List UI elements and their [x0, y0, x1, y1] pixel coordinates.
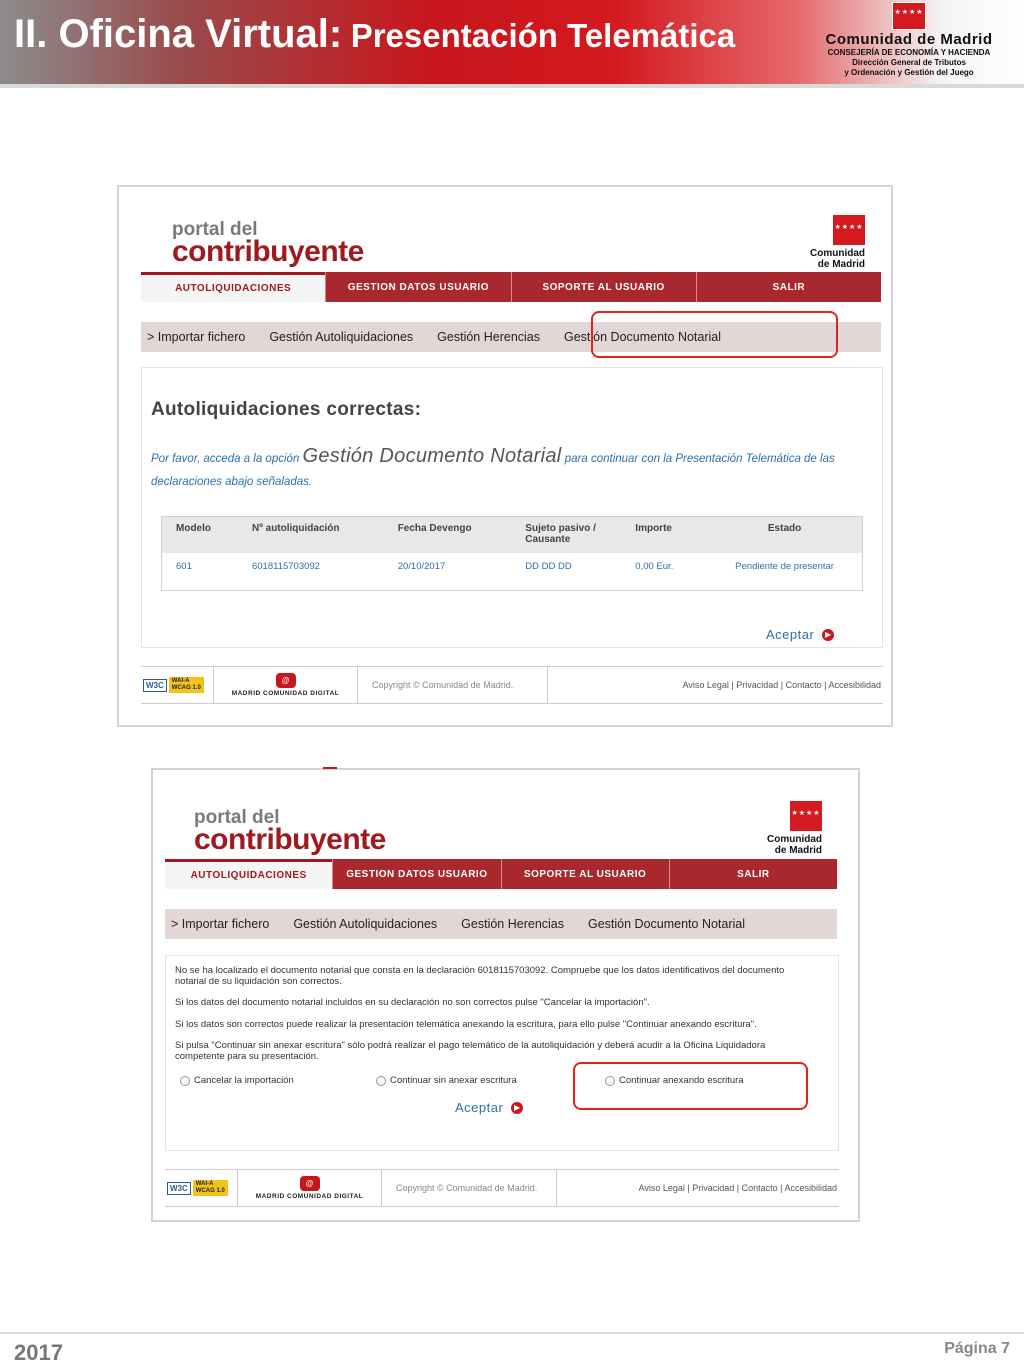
cm-small-line1: Comunidad [810, 248, 865, 259]
aceptar-button[interactable] [766, 627, 834, 642]
wai-line1: WAI-A [171, 678, 190, 684]
cell-fecha-devengo: 20/10/2017 [397, 560, 446, 572]
col-estado: Estado [701, 517, 862, 553]
cell-sujeto-pasivo: DD DD DD [525, 560, 572, 572]
cm-small-line2: de Madrid [817, 259, 865, 270]
madrid-comunidad-digital-logo[interactable] [213, 666, 358, 704]
wai-line2: WCAG 1.0 [195, 1188, 225, 1194]
tab-gestion-datos-usuario[interactable]: GESTION DATOS USUARIO [325, 272, 510, 302]
results-table [161, 516, 863, 591]
cm-small-logo [810, 215, 865, 270]
portal-logo-line2: contribuyente [172, 235, 364, 268]
copyright-text: Copyright © Comunidad de Madrid. [358, 666, 548, 704]
instr-before: Por favor, acceda a la opción [151, 453, 303, 465]
option-cancelar-importacion[interactable] [180, 1075, 294, 1086]
cm-small-logo [767, 801, 822, 856]
aceptar-button[interactable] [455, 1100, 523, 1115]
cell-modelo: 601 [176, 560, 192, 572]
subnav-gestion-documento-notarial[interactable]: Gestión Documento Notarial [588, 917, 746, 931]
w3c-icon: W3C [143, 679, 167, 692]
col-fecha-devengo: Fecha Devengo [384, 517, 512, 553]
portal-footer [165, 1169, 839, 1207]
portal-logo-line1: portal del [172, 219, 258, 240]
footer-links[interactable]: Aviso Legal | Privacidad | Contacto | Accesibilidad [638, 1183, 837, 1193]
mcd-text: MADRID COMUNIDAD DIGITAL [255, 1193, 364, 1200]
message-continue-no-attach: Si pulsa "Continuar sin anexar escritura" sólo podrá realizar el pago telemático de la autoliquidación y deberá acudir a la Oficina Liquidadora competente para su presentación. [175, 1040, 766, 1062]
tab-gestion-datos-usuario[interactable]: GESTION DATOS USUARIO [332, 859, 500, 889]
mcd-text: MADRID COMUNIDAD DIGITAL [231, 690, 340, 697]
tab-salir[interactable]: SALIR [696, 272, 881, 302]
cm-small-line1: Comunidad [767, 834, 822, 845]
org-line2: Dirección General de Tributos [852, 58, 966, 67]
cm-small-line2: de Madrid [774, 845, 822, 856]
arrow-right-icon: ▶ [822, 629, 834, 641]
tab-salir[interactable]: SALIR [669, 859, 837, 889]
option-label: Cancelar la importación [194, 1075, 294, 1086]
slide-header [0, 0, 1024, 88]
arrow-right-icon: ▶ [511, 1102, 523, 1114]
subnav-gestion-documento-notarial[interactable]: Gestión Documento Notarial [564, 330, 722, 344]
w3c-badge[interactable] [141, 677, 213, 693]
portal-logo-line2: contribuyente [194, 823, 386, 856]
radio-button[interactable] [180, 1076, 190, 1086]
org-line1: CONSEJERÍA DE ECONOMÍA Y HACIENDA [827, 48, 991, 57]
comunidad-madrid-logo [806, 2, 1012, 82]
portal-logo [194, 808, 386, 855]
cell-num-autoliquidacion: 6018115703092 [251, 560, 320, 572]
subnav-importar-fichero[interactable]: > Importar fichero [171, 917, 270, 931]
subnav-gestion-herencias[interactable]: Gestión Herencias [461, 917, 564, 931]
instr-option-name: Gestión Documento Notarial [302, 445, 562, 467]
portal-footer [141, 666, 883, 704]
main-nav [141, 272, 881, 302]
page-heading: Autoliquidaciones correctas: [151, 399, 422, 420]
madrid-flag-icon: ★★★★ [790, 801, 822, 831]
wai-line2: WCAG 1.0 [171, 685, 201, 691]
cell-estado: Pendiente de presentar [735, 560, 834, 572]
madrid-flag-icon: ★★★★ [833, 215, 865, 245]
mcd-icon: @ [276, 673, 296, 688]
col-importe: Importe [621, 517, 701, 553]
wai-badge [193, 1180, 228, 1196]
footer-divider [0, 1332, 1024, 1334]
highlight-box [591, 311, 838, 358]
table-row[interactable] [162, 553, 863, 591]
col-sujeto-pasivo: Sujeto pasivo / Causante [511, 517, 621, 553]
tab-autoliquidaciones[interactable]: AUTOLIQUIDACIONES [141, 272, 325, 302]
footer-links[interactable]: Aviso Legal | Privacidad | Contacto | Accesibilidad [682, 680, 881, 690]
slide-title [14, 12, 735, 57]
madrid-flag-icon: ★★★★ [892, 2, 926, 30]
instructions-text [151, 445, 851, 494]
slide-title-main: II. Oficina Virtual: [14, 12, 343, 56]
col-num-autoliquidacion: Nº autoliquidación [238, 517, 384, 553]
org-line3: y Ordenación y Gestión del Juego [844, 68, 974, 77]
message-cancel: Si los datos del documento notarial incluidos en su declaración no son correctos pulse "Cancelar la importación". [175, 997, 650, 1008]
cell-importe: 0,00 Eur. [635, 560, 674, 572]
table-header-row [162, 517, 863, 553]
option-label: Continuar anexando escritura [619, 1075, 744, 1086]
slide-year: 2017 [14, 1340, 63, 1365]
message-continue-attach: Si los datos son correctos puede realizar la presentación telemática anexando la escritura, para ello pulse "Continuar anexando escritura". [175, 1019, 757, 1030]
screenshot-panel-2 [151, 768, 860, 1222]
option-continuar-sin-anexar[interactable] [376, 1075, 517, 1086]
radio-button[interactable] [376, 1076, 386, 1086]
tab-soporte-usuario[interactable]: SOPORTE AL USUARIO [511, 272, 696, 302]
subnav-gestion-herencias[interactable]: Gestión Herencias [437, 330, 540, 344]
slide-page-number: Página 7 [944, 1340, 1010, 1357]
subnav-gestion-autoliquidaciones[interactable]: Gestión Autoliquidaciones [293, 917, 438, 931]
tab-soporte-usuario[interactable]: SOPORTE AL USUARIO [501, 859, 669, 889]
copyright-text: Copyright © Comunidad de Madrid. [382, 1169, 557, 1207]
option-label: Continuar sin anexar escritura [390, 1075, 517, 1086]
org-name: Comunidad de Madrid [825, 31, 993, 48]
main-nav [165, 859, 837, 889]
wai-badge [169, 677, 204, 693]
message-not-found: No se ha localizado el documento notarial que consta en la declaración 6018115703092. Compruebe que los datos identificativos del documento notarial de su liquidación son correctos. [175, 965, 785, 987]
aceptar-label: Aceptar [455, 1100, 504, 1115]
tab-autoliquidaciones[interactable]: AUTOLIQUIDACIONES [165, 859, 332, 889]
highlight-box [573, 1062, 808, 1110]
w3c-badge[interactable] [165, 1180, 237, 1196]
madrid-comunidad-digital-logo[interactable] [237, 1169, 382, 1207]
col-modelo: Modelo [162, 517, 238, 553]
slide-title-sub: Presentación Telemática [350, 17, 736, 54]
subnav-gestion-autoliquidaciones[interactable]: Gestión Autoliquidaciones [269, 330, 414, 344]
divider [323, 767, 337, 769]
subnav-importar-fichero[interactable]: > Importar fichero [147, 330, 246, 344]
mcd-icon: @ [300, 1176, 320, 1191]
sub-nav [165, 909, 837, 939]
portal-logo-line1: portal del [194, 807, 280, 828]
portal-logo [172, 220, 364, 267]
aceptar-label: Aceptar [766, 627, 815, 642]
screenshot-panel-1 [117, 185, 893, 727]
wai-line1: WAI-A [195, 1181, 214, 1187]
w3c-icon: W3C [167, 1182, 191, 1195]
instr-after: para continuar con la Presentación Telemática de las declaraciones abajo señaladas. [151, 453, 835, 488]
